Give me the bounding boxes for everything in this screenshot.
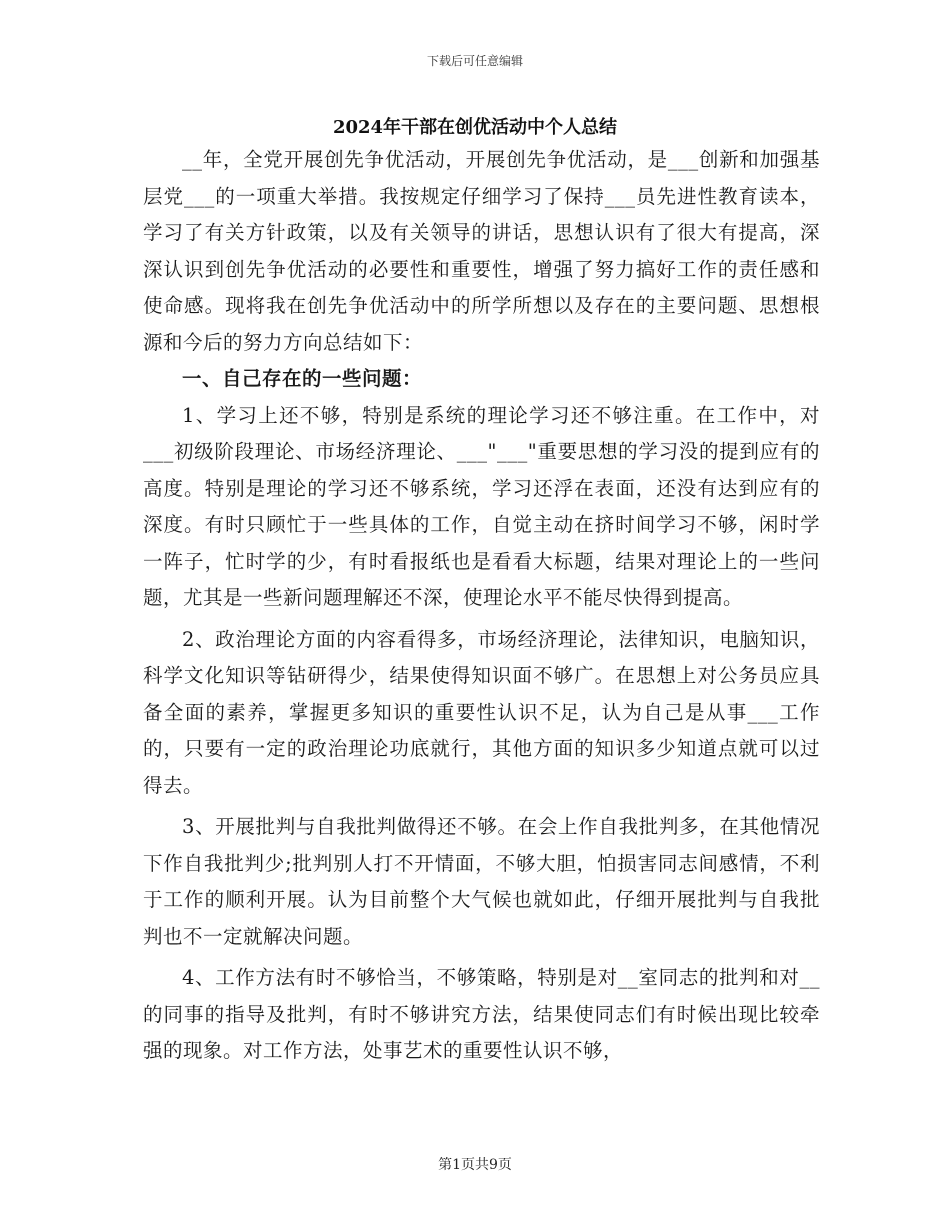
document-title: 2024年干部在创优活动中个人总结: [332, 117, 618, 138]
problem-item-3: 3、开展批判与自我批判做得还不够。在会上作自我批判多，在其他情况下作自我批判少;批判别人打不开情面，不够大胆，怕损害同志间感情，不利于工作的顺利开展。认为目前整个大气候也就如此，仔细开展批判与自我批判也不一定就解决问题。: [143, 815, 820, 948]
document-body: [143, 142, 820, 1070]
intro-paragraph: __年，全党开展创先争优活动，开展创先争优活动，是___创新和加强基层党___的一项重大举措。我按规定仔细学习了保持___员先进性教育读本，学习了有关方针政策，以及有关领导的讲话，思想认识有了很大有提高，深深认识到创先争优活动的必要性和重要性，增强了努力搞好工作的责任感和使命感。现将我在创先争优活动中的所学所想以及存在的主要问题、思想根源和今后的努力方向总结如下：: [143, 148, 820, 354]
page-number: 第1页共9页: [438, 1157, 512, 1173]
problem-item-1: 1、学习上还不够，特别是系统的理论学习还不够注重。在工作中，对___初级阶段理论、市场经济理论、___"___"重要思想的学习没的提到应有的高度。特别是理论的学习还不够系统，学习还浮在表面，还没有达到应有的深度。有时只顾忙于一些具体的工作，自觉主动在挤时间学习不够，闲时学一阵子，忙时学的少，有时看报纸也是看看大标题，结果对理论上的一些问题，尤其是一些新问题理解还不深，使理论水平不能尽快得到提高。: [143, 403, 820, 609]
problem-item-4: 4、工作方法有时不够恰当，不够策略，特别是对__室同志的批判和对__的同事的指导及批判，有时不够讲究方法，结果使同志们有时候出现比较牵强的现象。对工作方法，处事艺术的重要性认识不够，: [143, 966, 820, 1062]
problem-item-2: 2、政治理论方面的内容看得多，市场经济理论，法律知识，电脑知识，科学文化知识等钻研得少，结果使得知识面不够广。在思想上对公务员应具备全面的素养，掌握更多知识的重要性认识不足，认为自己是从事___工作的，只要有一定的政治理论功底就行，其他方面的知识多少知道点就可以过得去。: [143, 627, 820, 797]
page-header-note: 下载后可任意编辑: [426, 54, 523, 68]
section-heading: 一、自己存在的一些问题：: [182, 367, 423, 390]
